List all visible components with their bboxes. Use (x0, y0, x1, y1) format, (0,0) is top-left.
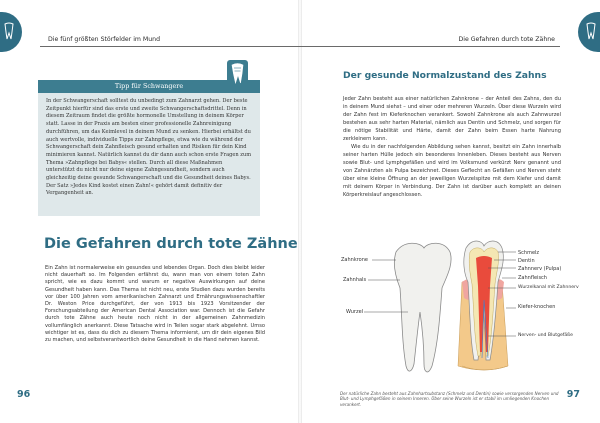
tip-box (38, 80, 260, 216)
header-rule-left (40, 46, 300, 47)
running-head-left: Die fünf größten Störfelder im Mund (48, 36, 161, 43)
tooth-anatomy-svg (312, 216, 582, 392)
label-zahnhals: Zahnhals (343, 277, 367, 283)
paragraph: Jeder Zahn besteht aus einer natürlichen Zahnkrone – der Anteil des Zahns, den du in deinem Mund siehst – und einer oder mehreren Wurzeln. Über diese Wurzeln wird der Zahn fest im Kieferknochen verankert. Sowohl Zahnkrone als auch Zahnwurzel bestehen aus sehr harten Material, nämlich aus Dentin und Schmelz, und sorgen für die nötige Stabilität und Härte, damit der Zahn beim Essen harte Nahrung zerkleinern kann. (343, 96, 561, 142)
section-title-right: Der gesunde Normalzustand des Zahns (343, 70, 547, 81)
running-head-right: Die Gefahren durch tote Zähne (458, 36, 555, 43)
body-text-right (343, 95, 561, 199)
label-dentin: Dentin (518, 258, 535, 264)
label-wurzel: Wurzel (346, 309, 364, 315)
tooth-icon (4, 22, 14, 40)
chapter-tab-right (578, 12, 600, 52)
paragraph: Wie du in der nachfolgenden Abbildung sehen kannst, besitzt ein Zahn innerhalb seiner harten Hülle jedoch ein besonderes Innenleben. Dieses besteht aus Nerven sowie Blut- und Lymphgefäßen und wird im Volksmund verkürzt Nerv genannt und von Zahnärzten als Pulpa bezeichnet. Dieses Geflecht an Gefäßen und Nerven steht über eine kleine Öffnung an der jeweiligen Wurzelspitze mit dem Kiefer und damit mit deinem Körper in Verbindung. Der Zahn ist darüber auch komplett an deinen Körperkreislauf angeschlossen. (343, 144, 561, 198)
section-title-left: Die Gefahren durch tote Zähne (44, 236, 298, 252)
label-wurzelkanal: Wurzelkanal mit Zahnnerv (518, 285, 579, 290)
label-pulpa: Zahnnerv (Pulpa) (518, 266, 562, 272)
tip-box-text: In der Schwangerschaft solltest du unbedingt zum Zahnarzt gehen. Der beste Zeitpunkt hierfür sind das erste und zweite Schwangerschaftsdrittel. Denn in diesem Zeitraum findet die größte hormonelle Umstellung in deinem Körper statt. Lasse in der Praxis am besten einer professionelle Zahnreinigung durchführen, um das Keimlevel in deinem Mund zu senken. Hierbei erhältst du auch wertvolle, individuelle Tipps zur Zahnpflege, etwa wie du während der Schwangerschaft dein Zahnfleisch gesund erhalten und Risiken für dein Kind minimieren kannst. Natürlich kannst du dir dann auch schon erste Fragen zum Thema »Zahnpflege bei Babys« stellen. Durch all diese Maßnahmen unterstützt du nicht nur deine eigene Zahngesundheit, sondern auch gleichzeitig deine gesunde Schwangerschaft und die Gesundheit deines Babys. Der Satz »Jedes Kind kostet einen Zahn!« gehört damit definitiv der Vergangenheit an. (46, 98, 252, 197)
label-zahnkrone: Zahnkrone (341, 257, 368, 263)
whole-tooth-drawing (394, 243, 451, 372)
chapter-tab-left (0, 12, 22, 52)
right-page (300, 0, 600, 423)
page-number-left: 96 (17, 389, 31, 400)
tooth-anatomy-illustration (312, 216, 582, 392)
label-schmelz: Schmelz (518, 250, 540, 256)
label-gefaesse: Nerven- und Blutgefäße (518, 333, 573, 338)
header-rule-right (300, 46, 560, 47)
tip-box-title: Tipp für Schwangere (38, 80, 260, 93)
tooth-cross-section (458, 241, 508, 370)
tooth-icon (586, 22, 596, 40)
label-zahnfleisch: Zahnfleisch (518, 275, 547, 281)
body-text-left: Ein Zahn ist normalerweise ein gesundes und lebendes Organ. Doch dies bleibt leider nicht dauerhaft so. Im Folgenden erfährst du, wann man von einem toten Zahn spricht, wie es dazu kommt und warum er negative Auswirkungen auf deine Gesundheit haben kann. Das Thema ist nicht neu, erste Studien dazu wurden bereits vor über 100 Jahren vom amerikanischen Zahnarzt und Ernährungswissenschaftler Dr. Weston Price durchgeführt, der von 1913 bis 1923 Vorsitzender der Forschungsabteilung der American Dental Association war. Dennoch ist die Gefahr durch tote Zähne auch heute noch nicht in der allgemeinen Zahnmedizin vollumfänglich anerkannt. Diese Tatsache wird in Teilen sogar stark abgelehnt. Umso wichtiger ist es, dass du dich zu diesem Thema informierst, um dir dein eigenes Bild zu machen, und selbstverantwortlich deine Gesundheit in die Hand nehmen kannst. (45, 265, 265, 344)
tooth-icon (227, 60, 248, 87)
figure-caption: Der natürliche Zahn besteht aus Zahnhartsubstanz (Schmelz und Dentin) sowie versorgenden Nerven und Blut- und Lymphgefäßen in seinem Inneren. Über seine Wurzeln ist er stabil im umliegenden Knochen verankert. (340, 391, 559, 407)
label-kieferknochen: Kiefer-knochen (518, 304, 556, 310)
tip-tooth-badge (227, 60, 248, 87)
page-number-right: 97 (566, 389, 580, 400)
